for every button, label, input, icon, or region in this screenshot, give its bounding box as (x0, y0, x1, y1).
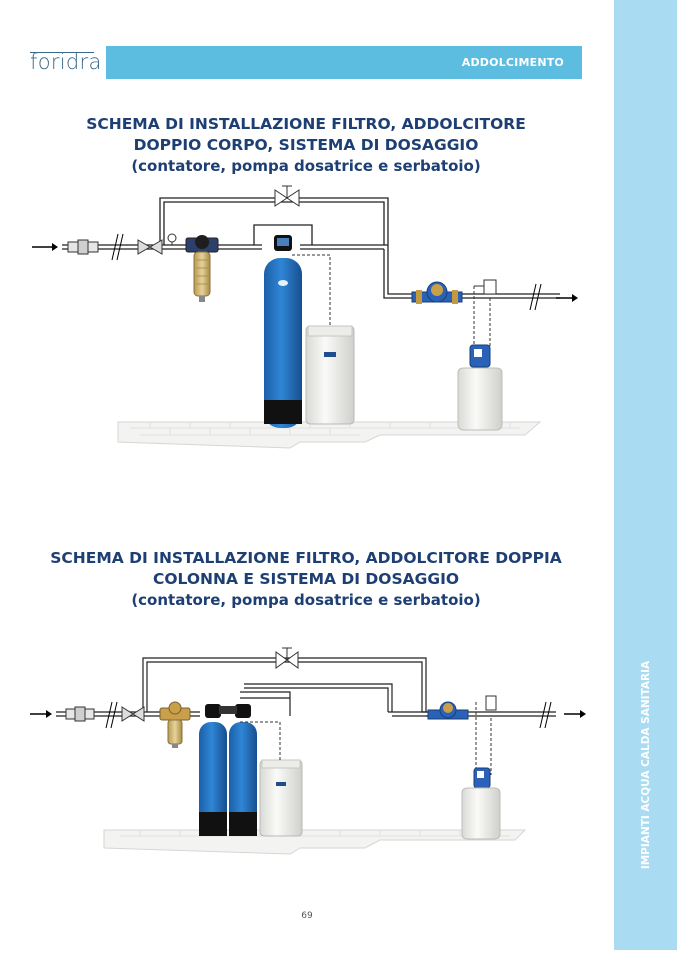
schema1-diagram (0, 180, 614, 460)
schema1-title-line3: (contatore, pompa dosatrice e serbatoio) (131, 157, 481, 175)
schema2-dosing-tank (462, 788, 500, 839)
schema1-bypass-valve-icon (275, 186, 299, 206)
schema2-inlet-arrow (30, 710, 52, 718)
schema1-pressure-gauge-icon (168, 234, 176, 245)
schema1-title-line2: DOPPIO CORPO, SISTEMA DI DOSAGGIO (133, 136, 479, 154)
schema2-injection-point (476, 696, 496, 775)
schema1-filter (186, 235, 218, 302)
schema1-title-line1: SCHEMA DI INSTALLAZIONE FILTRO, ADDOLCITORE (86, 115, 526, 133)
schema1-dosing-tank (458, 368, 502, 430)
schema2-check-valve-icon (66, 707, 94, 721)
schema2-title (30, 548, 582, 611)
schema2-diagram (0, 640, 614, 860)
schema2-title-line2: COLONNA E SISTEMA DI DOSAGGIO (152, 570, 460, 588)
schema1-dosing-pump (470, 345, 490, 367)
schema2-bypass-valve-icon (276, 648, 298, 668)
schema2-dosing-pump (474, 768, 490, 788)
brand-logo[interactable]: foridra (30, 50, 102, 74)
schema2-water-meter (428, 702, 468, 719)
section-header-bar (106, 46, 582, 79)
schema2-twin-valve (219, 706, 237, 714)
side-tab-label: IMPIANTI ACQUA CALDA SANITARIA (640, 660, 652, 870)
schema1-valve-icon (138, 240, 162, 254)
schema1-softener-tank (264, 235, 302, 428)
schema1-outlet-arrow (556, 294, 578, 302)
schema1-check-valve-icon (68, 240, 98, 254)
schema2-softener-tank-right (229, 704, 257, 836)
schema2-title-line3: (contatore, pompa dosatrice e serbatoio) (131, 591, 481, 609)
page-number: 69 (301, 911, 313, 921)
schema1-injection-point (474, 280, 496, 355)
schema1-water-meter (412, 282, 462, 304)
schema2-title-line1: SCHEMA DI INSTALLAZIONE FILTRO, ADDOLCITORE DOPPIA (50, 549, 562, 567)
schema2-outlet-arrow (564, 710, 586, 718)
section-label: ADDOLCIMENTO (461, 56, 564, 69)
schema2-valve-icon (122, 707, 144, 721)
schema1-title (30, 114, 582, 177)
schema2-filter (160, 702, 190, 748)
schema1-inlet-arrow (32, 243, 58, 251)
schema2-softener-tank-left (199, 704, 227, 836)
schema2-main-pipe (56, 658, 556, 716)
